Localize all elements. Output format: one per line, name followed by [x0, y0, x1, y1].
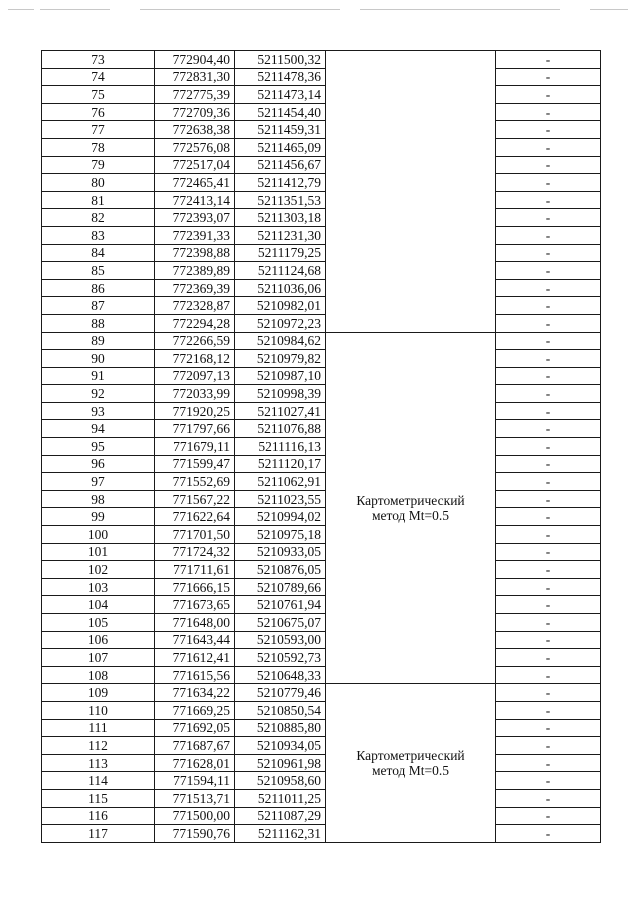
accuracy-dash-cell: - [496, 649, 601, 667]
table-row [42, 631, 601, 649]
accuracy-dash-cell: - [496, 684, 601, 702]
point-number-cell: 84 [42, 244, 155, 262]
accuracy-dash-cell: - [496, 772, 601, 790]
scan-artifact-line [590, 9, 628, 10]
accuracy-dash-cell: - [496, 473, 601, 491]
accuracy-dash-cell: - [496, 297, 601, 315]
x-coordinate-cell: 772294,28 [155, 314, 235, 332]
point-number-cell: 105 [42, 614, 155, 632]
y-coordinate-cell: 5211478,36 [235, 68, 326, 86]
coordinates-table [41, 50, 601, 843]
accuracy-dash-cell: - [496, 279, 601, 297]
coordinates-table-body [42, 51, 601, 843]
x-coordinate-cell: 772576,08 [155, 138, 235, 156]
x-coordinate-cell: 772638,38 [155, 121, 235, 139]
y-coordinate-cell: 5210761,94 [235, 596, 326, 614]
point-number-cell: 79 [42, 156, 155, 174]
y-coordinate-cell: 5210979,82 [235, 350, 326, 368]
point-number-cell: 110 [42, 701, 155, 719]
table-row [42, 209, 601, 227]
x-coordinate-cell: 771628,01 [155, 754, 235, 772]
table-row [42, 772, 601, 790]
point-number-cell: 73 [42, 51, 155, 69]
point-number-cell: 78 [42, 138, 155, 156]
table-row [42, 86, 601, 104]
point-number-cell: 82 [42, 209, 155, 227]
accuracy-dash-cell: - [496, 526, 601, 544]
table-row [42, 614, 601, 632]
point-number-cell: 83 [42, 226, 155, 244]
accuracy-dash-cell: - [496, 191, 601, 209]
point-number-cell: 91 [42, 367, 155, 385]
table-row [42, 297, 601, 315]
table-row [42, 508, 601, 526]
y-coordinate-cell: 5210933,05 [235, 543, 326, 561]
point-number-cell: 99 [42, 508, 155, 526]
point-number-cell: 93 [42, 402, 155, 420]
table-row [42, 490, 601, 508]
table-row [42, 737, 601, 755]
accuracy-dash-cell: - [496, 244, 601, 262]
x-coordinate-cell: 772904,40 [155, 51, 235, 69]
point-number-cell: 75 [42, 86, 155, 104]
table-row [42, 350, 601, 368]
y-coordinate-cell: 5210789,66 [235, 578, 326, 596]
y-coordinate-cell: 5210975,18 [235, 526, 326, 544]
point-number-cell: 117 [42, 825, 155, 843]
x-coordinate-cell: 772369,39 [155, 279, 235, 297]
x-coordinate-cell: 771920,25 [155, 402, 235, 420]
y-coordinate-cell: 5210648,33 [235, 666, 326, 684]
x-coordinate-cell: 771567,22 [155, 490, 235, 508]
accuracy-dash-cell: - [496, 367, 601, 385]
x-coordinate-cell: 772413,14 [155, 191, 235, 209]
y-coordinate-cell: 5211036,06 [235, 279, 326, 297]
method-line-2: метод Mt=0.5 [371, 507, 450, 523]
table-row [42, 684, 601, 702]
point-number-cell: 74 [42, 68, 155, 86]
point-number-cell: 107 [42, 649, 155, 667]
accuracy-dash-cell: - [496, 561, 601, 579]
y-coordinate-cell: 5211179,25 [235, 244, 326, 262]
point-number-cell: 106 [42, 631, 155, 649]
accuracy-dash-cell: - [496, 631, 601, 649]
table-row [42, 596, 601, 614]
point-number-cell: 102 [42, 561, 155, 579]
point-number-cell: 116 [42, 807, 155, 825]
table-row [42, 51, 601, 69]
table-row [42, 455, 601, 473]
table-row [42, 174, 601, 192]
x-coordinate-cell: 771724,32 [155, 543, 235, 561]
x-coordinate-cell: 772168,12 [155, 350, 235, 368]
table-row [42, 473, 601, 491]
y-coordinate-cell: 5211116,13 [235, 438, 326, 456]
point-number-cell: 103 [42, 578, 155, 596]
method-line-1: Картометрический [356, 748, 465, 764]
table-row [42, 701, 601, 719]
table-row [42, 526, 601, 544]
accuracy-dash-cell: - [496, 737, 601, 755]
table-row [42, 649, 601, 667]
x-coordinate-cell: 772398,88 [155, 244, 235, 262]
y-coordinate-cell: 5211124,68 [235, 262, 326, 280]
table-row [42, 191, 601, 209]
point-number-cell: 109 [42, 684, 155, 702]
y-coordinate-cell: 5210998,39 [235, 385, 326, 403]
y-coordinate-cell: 5210984,62 [235, 332, 326, 350]
table-row [42, 226, 601, 244]
x-coordinate-cell: 771599,47 [155, 455, 235, 473]
x-coordinate-cell: 771687,67 [155, 737, 235, 755]
x-coordinate-cell: 771673,65 [155, 596, 235, 614]
accuracy-dash-cell: - [496, 596, 601, 614]
accuracy-dash-cell: - [496, 754, 601, 772]
accuracy-dash-cell: - [496, 807, 601, 825]
x-coordinate-cell: 771513,71 [155, 789, 235, 807]
table-row [42, 825, 601, 843]
x-coordinate-cell: 771669,25 [155, 701, 235, 719]
point-number-cell: 97 [42, 473, 155, 491]
y-coordinate-cell: 5210876,05 [235, 561, 326, 579]
table-row [42, 262, 601, 280]
method-line-2: метод Mt=0.5 [371, 763, 450, 779]
accuracy-dash-cell: - [496, 508, 601, 526]
accuracy-dash-cell: - [496, 174, 601, 192]
x-coordinate-cell: 772391,33 [155, 226, 235, 244]
y-coordinate-cell: 5211303,18 [235, 209, 326, 227]
y-coordinate-cell: 5210675,07 [235, 614, 326, 632]
table-row [42, 279, 601, 297]
y-coordinate-cell: 5210592,73 [235, 649, 326, 667]
y-coordinate-cell: 5211500,32 [235, 51, 326, 69]
scan-artifact-line [40, 9, 110, 10]
x-coordinate-cell: 772465,41 [155, 174, 235, 192]
table-row [42, 138, 601, 156]
accuracy-dash-cell: - [496, 314, 601, 332]
table-row [42, 719, 601, 737]
table-row [42, 789, 601, 807]
point-number-cell: 111 [42, 719, 155, 737]
point-number-cell: 96 [42, 455, 155, 473]
y-coordinate-cell: 5211351,53 [235, 191, 326, 209]
x-coordinate-cell: 771711,61 [155, 561, 235, 579]
x-coordinate-cell: 772033,99 [155, 385, 235, 403]
x-coordinate-cell: 772393,07 [155, 209, 235, 227]
y-coordinate-cell: 5211027,41 [235, 402, 326, 420]
table-row [42, 754, 601, 772]
table-row [42, 420, 601, 438]
table-row [42, 68, 601, 86]
accuracy-dash-cell: - [496, 438, 601, 456]
x-coordinate-cell: 772266,59 [155, 332, 235, 350]
x-coordinate-cell: 772517,04 [155, 156, 235, 174]
point-number-cell: 77 [42, 121, 155, 139]
x-coordinate-cell: 771692,05 [155, 719, 235, 737]
x-coordinate-cell: 771634,22 [155, 684, 235, 702]
y-coordinate-cell: 5210593,00 [235, 631, 326, 649]
y-coordinate-cell: 5211454,40 [235, 103, 326, 121]
x-coordinate-cell: 772328,87 [155, 297, 235, 315]
x-coordinate-cell: 771648,00 [155, 614, 235, 632]
table-row [42, 807, 601, 825]
x-coordinate-cell: 771552,69 [155, 473, 235, 491]
accuracy-dash-cell: - [496, 350, 601, 368]
x-coordinate-cell: 771666,15 [155, 578, 235, 596]
y-coordinate-cell: 5211412,79 [235, 174, 326, 192]
accuracy-dash-cell: - [496, 262, 601, 280]
accuracy-dash-cell: - [496, 402, 601, 420]
table-row [42, 103, 601, 121]
method-cell [326, 332, 496, 684]
table-row [42, 156, 601, 174]
accuracy-dash-cell: - [496, 825, 601, 843]
y-coordinate-cell: 5210779,46 [235, 684, 326, 702]
point-number-cell: 80 [42, 174, 155, 192]
y-coordinate-cell: 5211120,17 [235, 455, 326, 473]
point-number-cell: 76 [42, 103, 155, 121]
point-number-cell: 108 [42, 666, 155, 684]
y-coordinate-cell: 5211062,91 [235, 473, 326, 491]
table-row [42, 438, 601, 456]
accuracy-dash-cell: - [496, 121, 601, 139]
point-number-cell: 85 [42, 262, 155, 280]
table-row [42, 402, 601, 420]
accuracy-dash-cell: - [496, 209, 601, 227]
accuracy-dash-cell: - [496, 86, 601, 104]
method-cell [326, 684, 496, 842]
y-coordinate-cell: 5210934,05 [235, 737, 326, 755]
accuracy-dash-cell: - [496, 420, 601, 438]
accuracy-dash-cell: - [496, 68, 601, 86]
x-coordinate-cell: 771701,50 [155, 526, 235, 544]
y-coordinate-cell: 5211473,14 [235, 86, 326, 104]
y-coordinate-cell: 5210987,10 [235, 367, 326, 385]
method-cell [326, 51, 496, 333]
x-coordinate-cell: 772831,30 [155, 68, 235, 86]
x-coordinate-cell: 771590,76 [155, 825, 235, 843]
accuracy-dash-cell: - [496, 226, 601, 244]
y-coordinate-cell: 5210850,54 [235, 701, 326, 719]
x-coordinate-cell: 771594,11 [155, 772, 235, 790]
y-coordinate-cell: 5211023,55 [235, 490, 326, 508]
point-number-cell: 94 [42, 420, 155, 438]
table-row [42, 385, 601, 403]
accuracy-dash-cell: - [496, 156, 601, 174]
x-coordinate-cell: 772389,89 [155, 262, 235, 280]
accuracy-dash-cell: - [496, 51, 601, 69]
point-number-cell: 104 [42, 596, 155, 614]
y-coordinate-cell: 5211087,29 [235, 807, 326, 825]
accuracy-dash-cell: - [496, 789, 601, 807]
x-coordinate-cell: 771622,64 [155, 508, 235, 526]
accuracy-dash-cell: - [496, 138, 601, 156]
table-row [42, 244, 601, 262]
x-coordinate-cell: 771679,11 [155, 438, 235, 456]
y-coordinate-cell: 5211011,25 [235, 789, 326, 807]
point-number-cell: 112 [42, 737, 155, 755]
x-coordinate-cell: 771612,41 [155, 649, 235, 667]
y-coordinate-cell: 5210994,02 [235, 508, 326, 526]
accuracy-dash-cell: - [496, 578, 601, 596]
x-coordinate-cell: 772097,13 [155, 367, 235, 385]
y-coordinate-cell: 5211465,09 [235, 138, 326, 156]
table-row [42, 666, 601, 684]
x-coordinate-cell: 771797,66 [155, 420, 235, 438]
accuracy-dash-cell: - [496, 103, 601, 121]
accuracy-dash-cell: - [496, 666, 601, 684]
point-number-cell: 101 [42, 543, 155, 561]
x-coordinate-cell: 771615,56 [155, 666, 235, 684]
point-number-cell: 98 [42, 490, 155, 508]
y-coordinate-cell: 5210972,23 [235, 314, 326, 332]
y-coordinate-cell: 5210885,80 [235, 719, 326, 737]
point-number-cell: 113 [42, 754, 155, 772]
y-coordinate-cell: 5211231,30 [235, 226, 326, 244]
accuracy-dash-cell: - [496, 385, 601, 403]
accuracy-dash-cell: - [496, 490, 601, 508]
accuracy-dash-cell: - [496, 455, 601, 473]
table-row [42, 543, 601, 561]
x-coordinate-cell: 772709,36 [155, 103, 235, 121]
point-number-cell: 89 [42, 332, 155, 350]
x-coordinate-cell: 771500,00 [155, 807, 235, 825]
accuracy-dash-cell: - [496, 543, 601, 561]
table-row [42, 561, 601, 579]
y-coordinate-cell: 5211459,31 [235, 121, 326, 139]
method-line-1: Картометрический [356, 492, 465, 508]
point-number-cell: 92 [42, 385, 155, 403]
y-coordinate-cell: 5210982,01 [235, 297, 326, 315]
point-number-cell: 114 [42, 772, 155, 790]
y-coordinate-cell: 5210958,60 [235, 772, 326, 790]
x-coordinate-cell: 771643,44 [155, 631, 235, 649]
point-number-cell: 81 [42, 191, 155, 209]
table-row [42, 578, 601, 596]
accuracy-dash-cell: - [496, 332, 601, 350]
scan-artifact-line [140, 9, 340, 10]
point-number-cell: 86 [42, 279, 155, 297]
accuracy-dash-cell: - [496, 614, 601, 632]
y-coordinate-cell: 5211076,88 [235, 420, 326, 438]
point-number-cell: 87 [42, 297, 155, 315]
accuracy-dash-cell: - [496, 719, 601, 737]
y-coordinate-cell: 5211456,67 [235, 156, 326, 174]
point-number-cell: 95 [42, 438, 155, 456]
point-number-cell: 90 [42, 350, 155, 368]
table-row [42, 367, 601, 385]
y-coordinate-cell: 5210961,98 [235, 754, 326, 772]
point-number-cell: 100 [42, 526, 155, 544]
scan-artifact-line [360, 9, 560, 10]
point-number-cell: 88 [42, 314, 155, 332]
table-row [42, 332, 601, 350]
table-row [42, 121, 601, 139]
point-number-cell: 115 [42, 789, 155, 807]
scan-artifact-line [8, 9, 34, 10]
y-coordinate-cell: 5211162,31 [235, 825, 326, 843]
accuracy-dash-cell: - [496, 701, 601, 719]
x-coordinate-cell: 772775,39 [155, 86, 235, 104]
table-row [42, 314, 601, 332]
